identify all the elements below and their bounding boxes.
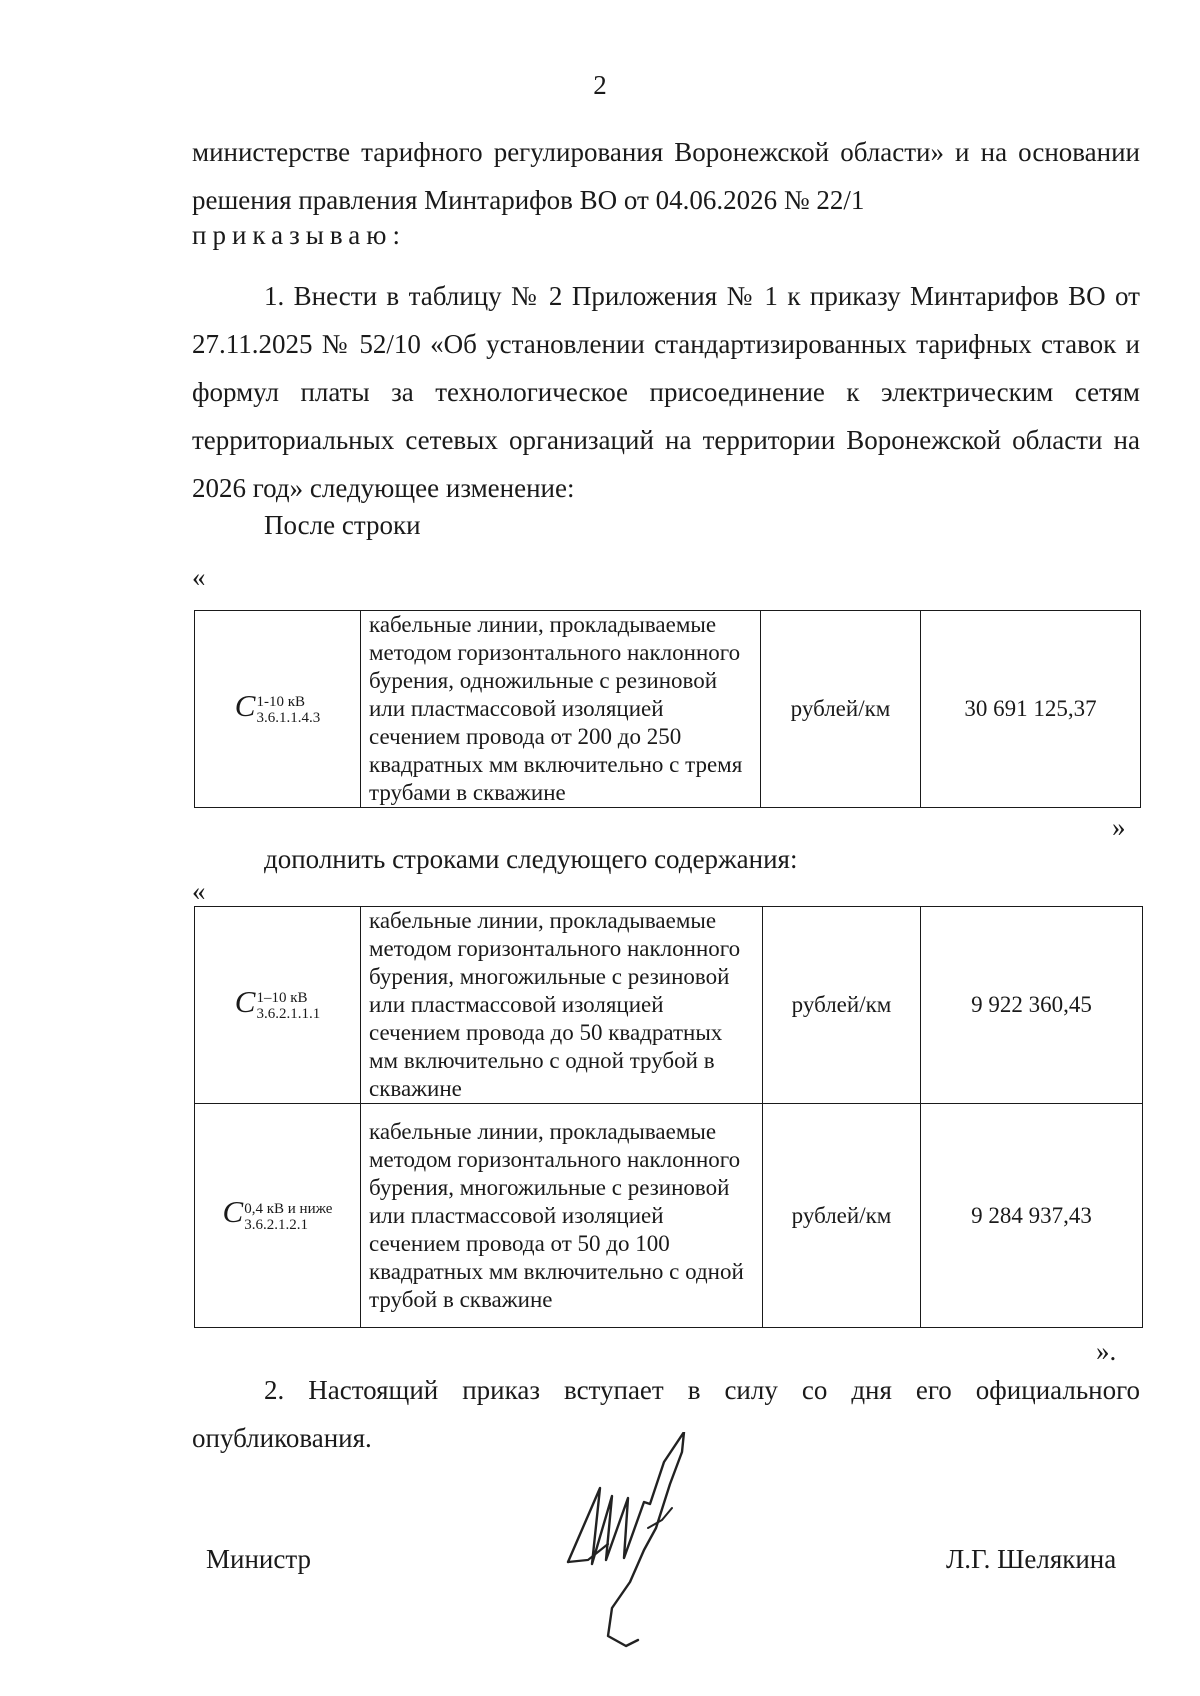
intro-paragraph: министерстве тарифного регулирования Воронежской области» и на основании решения правления Минтарифов ВО от 04.06.2026 № 22/1 xyxy=(192,137,1140,215)
item-2-paragraph: 2. Настоящий приказ вступает в силу со дня его официального опубликования. xyxy=(192,1375,1140,1453)
open-quote-1: « xyxy=(192,562,206,592)
table-row xyxy=(195,1104,1143,1328)
value-cell: 30 691 125,37 xyxy=(921,611,1141,808)
after-row-label: После строки xyxy=(264,510,421,540)
item-1-paragraph: 1. Внести в таблицу № 2 Приложения № 1 к приказу Минтарифов ВО от 27.11.2025 № 52/10 «Об установлении стандартизированных тарифных ставок и формул платы за технологическое присоединение к электрическим сетям территориальных сетевых организаций на территории Воронежской области на 2026 год» следующее изменение: xyxy=(192,281,1140,503)
tariff-symbol: C xyxy=(234,687,256,723)
table-row xyxy=(195,907,1143,1104)
signatory-position: Министр xyxy=(206,1544,311,1574)
tariff-subscript: 3.6.2.1.1.1 xyxy=(256,1006,321,1023)
page-number: 2 xyxy=(593,70,607,100)
unit-cell: рублей/км xyxy=(763,1104,921,1328)
order-word: приказываю: xyxy=(192,220,406,250)
open-quote-2: « xyxy=(192,876,206,906)
signatory-name: Л.Г. Шелякина xyxy=(946,1544,1117,1574)
unit-cell: рублей/км xyxy=(763,907,921,1104)
close-quote-1: » xyxy=(1112,812,1126,842)
tariff-symbol: C xyxy=(234,983,256,1019)
table-before xyxy=(194,610,1141,808)
value-cell: 9 284 937,43 xyxy=(921,1104,1143,1328)
tariff-subscript: 3.6.2.1.2.1 xyxy=(244,1216,308,1233)
tariff-code-cell xyxy=(195,611,361,808)
table-row xyxy=(195,611,1141,808)
description-cell: кабельные линии, прокладываемые методом горизонтального наклонного бурения, многожильные с резиновой или пластмассовой изоляцией сечением провода от 50 до 100 квадратных мм включительно с одной трубой в скважине xyxy=(361,1104,763,1328)
add-rows-label: дополнить строками следующего содержания: xyxy=(264,844,798,874)
tariff-superscript: 1–10 кВ xyxy=(256,990,308,1007)
signature-image xyxy=(548,1432,718,1662)
tariff-superscript: 0,4 кВ и ниже xyxy=(244,1200,333,1217)
tariff-symbol: C xyxy=(222,1194,244,1230)
description-cell: кабельные линии, прокладываемые методом горизонтального наклонного бурения, одножильные с резиновой или пластмассовой изоляцией сечением провода от 200 до 250 квадратных мм включительно с тремя трубами в скважине xyxy=(361,611,761,808)
close-quote-2: ». xyxy=(1096,1336,1117,1366)
tariff-code-cell xyxy=(195,1104,361,1328)
description-cell: кабельные линии, прокладываемые методом горизонтального наклонного бурения, многожильные с резиновой или пластмассовой изоляцией сечением провода до 50 квадратных мм включительно с одной трубой в скважине xyxy=(361,907,763,1104)
tariff-subscript: 3.6.1.1.4.3 xyxy=(256,710,321,727)
table-after xyxy=(194,906,1143,1328)
tariff-code-cell xyxy=(195,907,361,1104)
unit-cell: рублей/км xyxy=(761,611,921,808)
tariff-superscript: 1-10 кВ xyxy=(256,694,306,711)
value-cell: 9 922 360,45 xyxy=(921,907,1143,1104)
